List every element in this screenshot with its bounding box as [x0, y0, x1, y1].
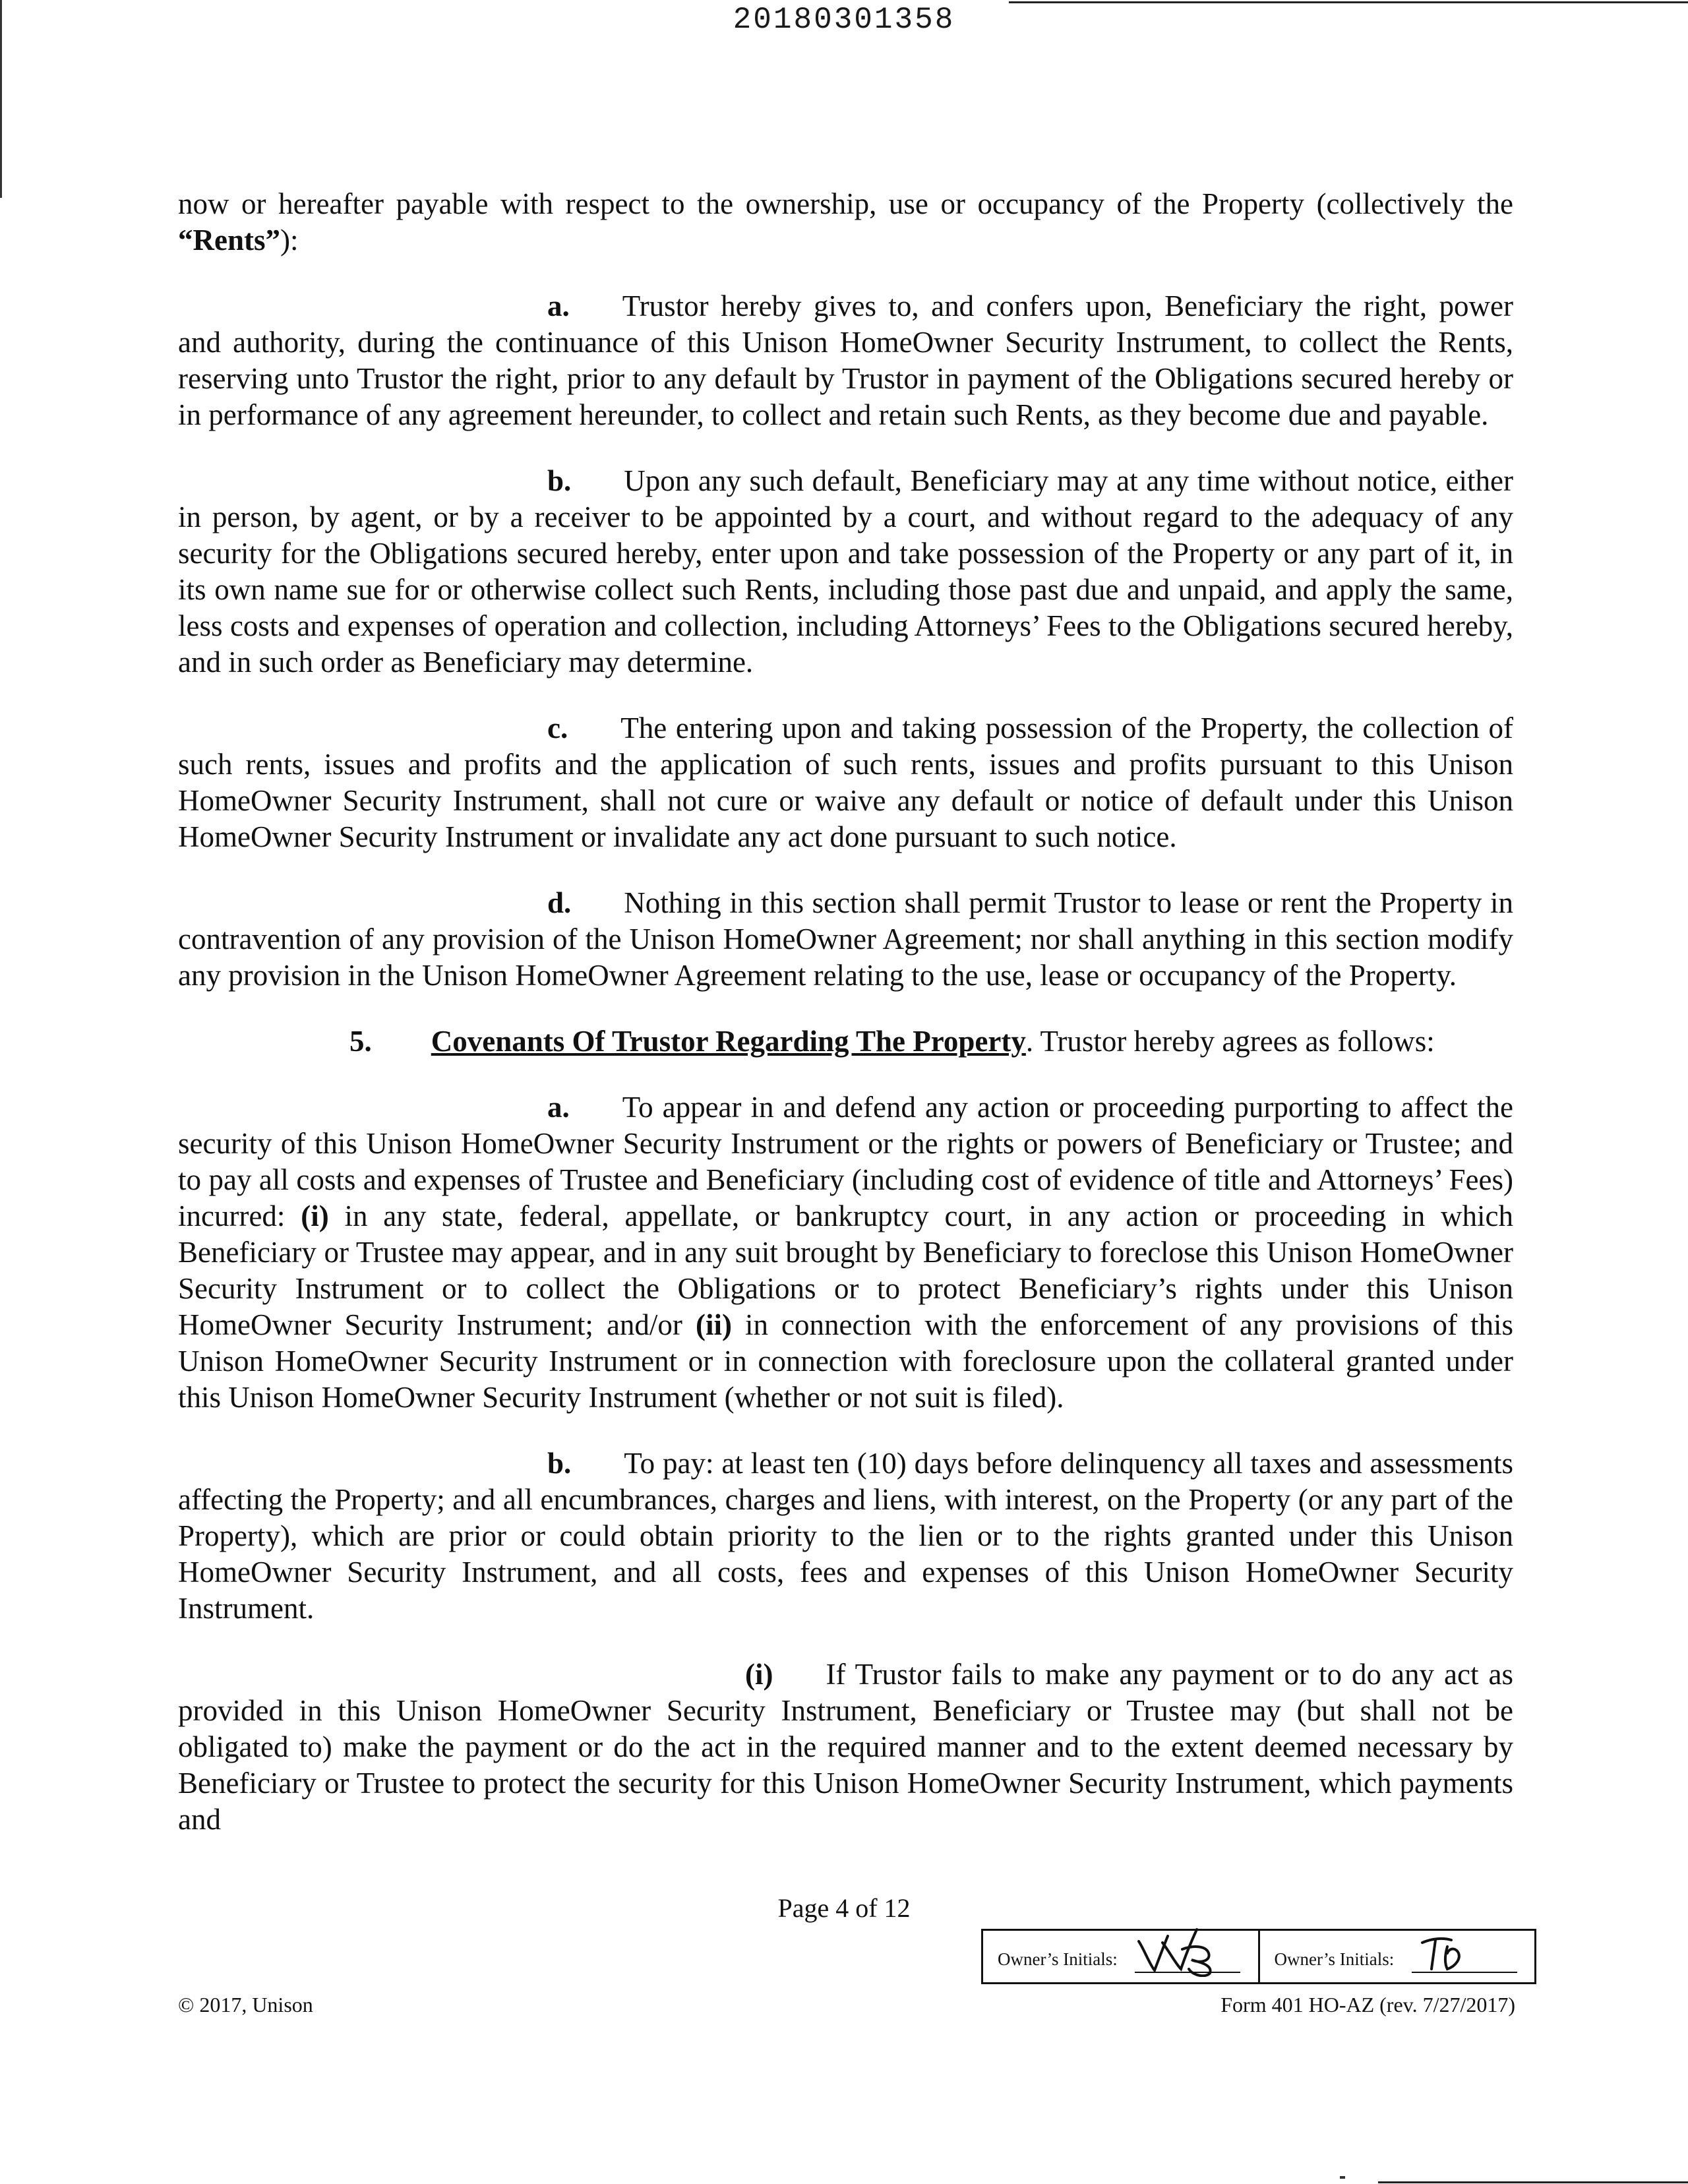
handwritten-initials-1 [1136, 1923, 1222, 1977]
form-identifier: Form 401 HO-AZ (rev. 7/27/2017) [1221, 1993, 1515, 2017]
initials-label: Owner’s Initials: [1274, 1949, 1395, 1969]
clause-4a: a. Trustor hereby gives to, and confers upon, Beneficiary the right, power and authority, during the continuance of this Unison HomeOwner Security Instrument, to collect the Rents, reserving unto Trustor the right, prior to any default by Trustor in payment of the Obligations secured hereby or in performance of any agreement hereunder, to collect and retain such Rents, as they become due and payable. [178, 289, 1513, 431]
initials-label: Owner’s Initials: [998, 1949, 1118, 1969]
clause-label: b. [547, 464, 572, 497]
clause-label: a. [547, 289, 570, 322]
page-number: Page 4 of 12 [777, 1893, 911, 1923]
copyright-notice: © 2017, Unison [178, 1993, 313, 2017]
clause-label: c. [547, 712, 568, 744]
section-number: 5. [349, 1025, 372, 1058]
handwritten-initials-2 [1418, 1933, 1478, 1973]
bottom-rule [1378, 2181, 1688, 2183]
owner-initials-2 [1258, 1931, 1535, 1982]
section-5-heading: 5. Covenants Of Trustor Regarding The Property. Trustor hereby agrees as follows: [178, 1023, 1513, 1060]
clause-5a: a. To appear in and defend any action or proceeding purporting to affect the security of this Unison HomeOwner Security Instrument or the rights or powers of Beneficiary or Trustee; and to pay all costs and expenses of Trustee and Beneficiary (including cost of evidence of title and Attorneys’ Fees) incurred: (i) in any state, federal, appellate, or bankruptcy court, in any action or proceeding in which Beneficiary or Trustee may appear, and in any suit brought by Beneficiary to foreclose this Unison HomeOwner Security Instrument or to collect the Obligations or to protect Beneficiary’s rights under this Unison HomeOwner Security Instrument; and/or (ii) in connection with the enforcement of any provisions of this Unison HomeOwner Security Instrument or in connection with foreclosure upon the collateral granted under this Unison HomeOwner Security Instrument (whether or not suit is filed). [178, 1091, 1513, 1414]
clause-4c: c. The entering upon and taking possession of the Property, the collection of such rents, issues and profits and the application of such rents, issues and profits pursuant to this Unison HomeOwner Security Instrument, shall not cure or waive any default or notice of default under this Unison HomeOwner Security Instrument or invalidate any act done pursuant to such notice. [178, 712, 1513, 853]
owner-initials-1 [983, 1931, 1258, 1982]
initials-box [981, 1929, 1536, 1984]
clause-label: d. [547, 886, 572, 919]
document-body [178, 186, 1513, 1867]
clause-5b-i: (i) If Trustor fails to make any payment or to do any act as provided in this Unison HomeOwner Security Instrument, Beneficiary or Trustee may (but shall not be obligated to) make the payment or do the act in the required manner and to the extent deemed necessary by Beneficiary or Trustee to protect the security for this Unison HomeOwner Security Instrument, which payments and [178, 1658, 1513, 1836]
rents-term: “Rents” [178, 224, 280, 257]
scan-mark [1340, 2176, 1345, 2179]
clause-5b: b. To pay: at least ten (10) days before delinquency all taxes and assessments affecting the Property; and all encumbrances, charges and liens, with interest, on the Property (or any part of the Property), which are prior or could obtain priority to the lien or to the rights granted under this Unison HomeOwner Security Instrument, and all costs, fees and expenses of this Unison HomeOwner Security Instrument. [178, 1447, 1513, 1625]
clause-4b: b. Upon any such default, Beneficiary may at any time without notice, either in person, by agent, or by a receiver to be appointed by a court, and without regard to the adequacy of any security for the Obligations secured hereby, enter upon and take possession of the Property or any part of it, in its own name sue for or otherwise collect such Rents, including those past due and unpaid, and apply the same, less costs and expenses of operation and collection, including Attorneys’ Fees to the Obligations secured hereby, and in such order as Beneficiary may determine. [178, 464, 1513, 679]
recording-number: 20180301358 [733, 3, 955, 37]
intro-paragraph: now or hereafter payable with respect to the ownership, use or occupancy of the Property (collectively the “Rents”): [178, 187, 1513, 257]
section-title: Covenants Of Trustor Regarding The Property [431, 1025, 1026, 1058]
clause-label: b. [547, 1447, 572, 1480]
clause-4d: d. Nothing in this section shall permit Trustor to lease or rent the Property in contravention of any provision of the Unison HomeOwner Agreement; nor shall anything in this section modify any provision in the Unison HomeOwner Agreement relating to the use, lease or occupancy of the Property. [178, 886, 1513, 992]
clause-label: (i) [745, 1658, 773, 1691]
clause-label: a. [547, 1091, 570, 1124]
